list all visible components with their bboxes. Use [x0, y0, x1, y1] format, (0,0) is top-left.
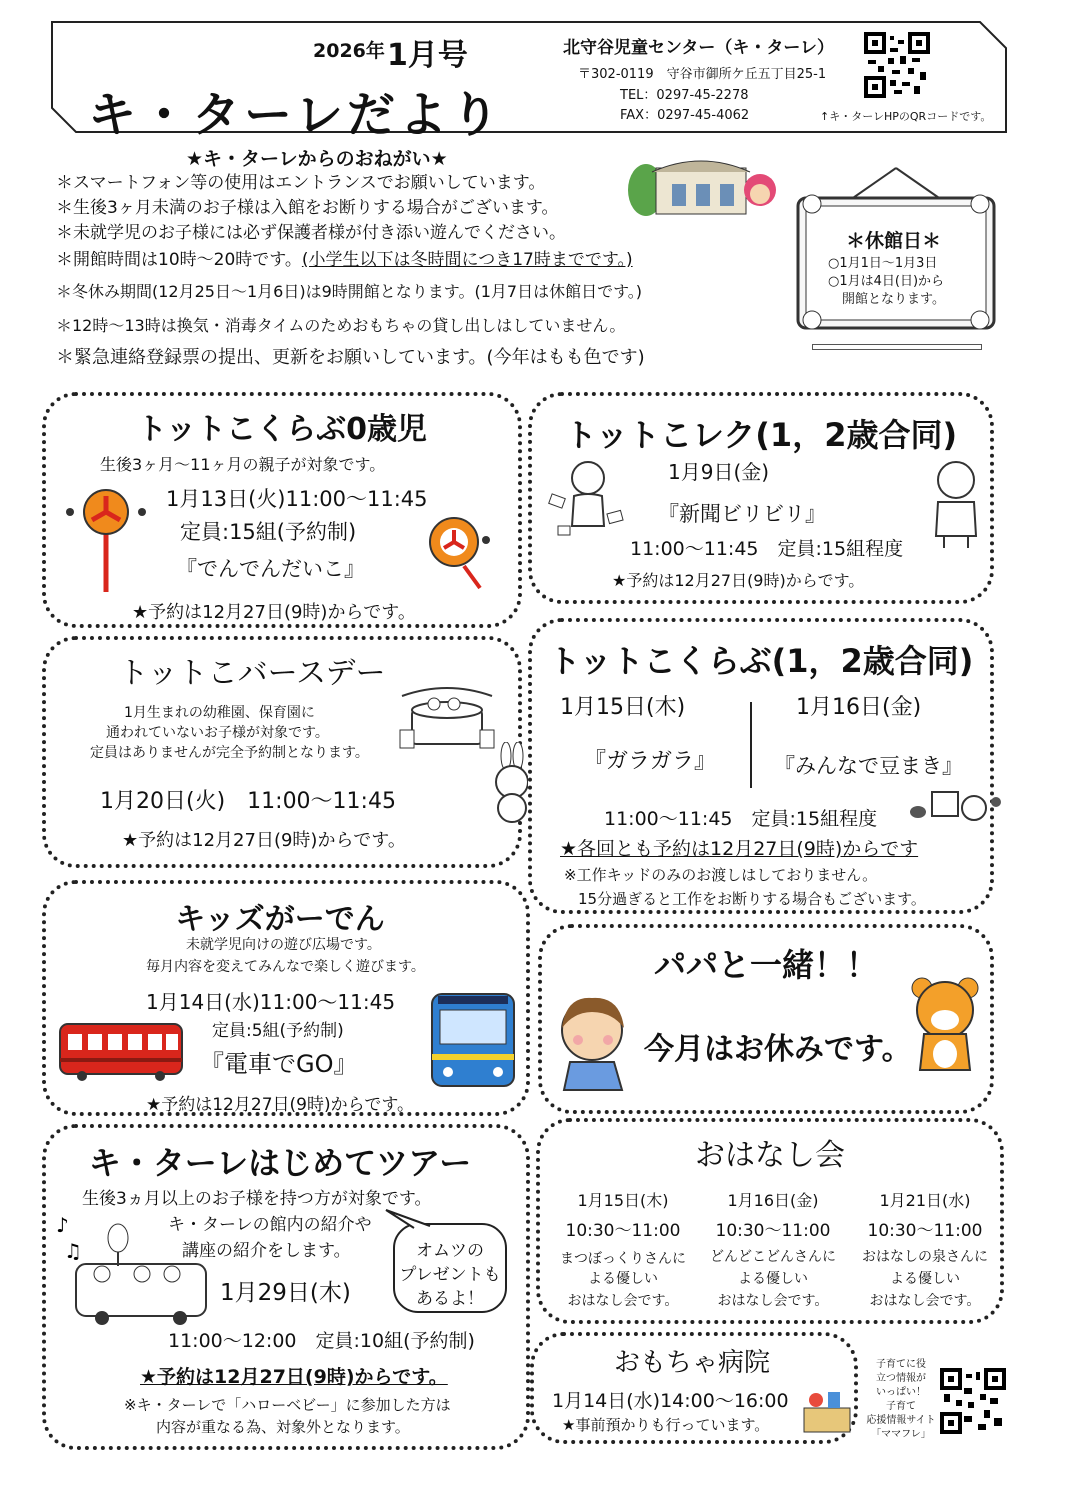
toy-box-icon: [800, 1386, 854, 1436]
center-address: 〒302-0119 守谷市御所ケ丘五丁目25-1: [578, 67, 827, 82]
request-underlined: (小学生以下は冬時間につき17時までです。): [301, 250, 633, 270]
tour-line: キ・ターレの館内の紹介や: [168, 1215, 372, 1235]
club12-note: 15分過ぎると工作をお断りする場合もございます。: [578, 890, 926, 908]
story-desc: まつぼっくりさんに: [560, 1251, 686, 1267]
tour-title: キ・ターレはじめてツアー: [88, 1144, 472, 1182]
club12-note: ※工作キッドのみのお渡しはしておりません。: [564, 866, 878, 884]
kids-theme: 『電車でGO』: [200, 1050, 358, 1078]
club12-time-cap: 11:00〜11:45 定員:15組程度: [604, 808, 878, 830]
request-item: ＊緊急連絡登録票の提出、更新をお願いしています。(今年はもも色です): [56, 347, 645, 368]
center-tel: TEL：0297-45-2278: [620, 88, 749, 103]
club12-title: トットこくらぶ(1，2歳合同): [548, 642, 974, 680]
story-time: 10:30〜11:00: [715, 1221, 831, 1241]
rec-time-cap: 11:00〜11:45 定員:15組程度: [630, 538, 904, 560]
child-newspaper-icon: [544, 456, 634, 542]
tour-line: 講座の紹介をします。: [182, 1241, 351, 1261]
story-date: 1月21日(水): [879, 1191, 971, 1210]
tour-date: 1月29日(木): [220, 1280, 351, 1306]
story-title: おはなし会: [695, 1138, 845, 1173]
closed-line: ○1月は4日(日)から: [828, 274, 945, 289]
toy-datetime: 1月14日(水)14:00〜16:00: [552, 1390, 789, 1412]
qr-code-icon[interactable]: [940, 1368, 1006, 1434]
papa-message: 今月はお休みです。: [644, 1032, 912, 1067]
red-train-icon: [58, 1020, 184, 1082]
kids-line: 未就学児向けの遊び広場です。: [186, 937, 381, 953]
tour-note: 内容が重なる為、対象外となります。: [156, 1418, 410, 1436]
rec-date: 1月9日(金): [668, 460, 770, 484]
closed-title: ＊休館日＊: [846, 230, 942, 252]
club12-theme: 『ガラガラ』: [584, 749, 717, 774]
bubble-line: オムツの: [416, 1241, 484, 1261]
request-item: ＊生後3ヶ月未満のお子様は入館をお断りする場合がございます。: [56, 198, 559, 218]
toy-note: ★事前預かりも行っています。: [562, 1416, 770, 1434]
bubble-line: あるよ！: [416, 1289, 484, 1309]
request-item: ＊スマートフォン等の使用はエントランスでお願いしています。: [56, 173, 546, 193]
boy-icon: [552, 994, 634, 1094]
svg-text:♪: ♪: [56, 1213, 69, 1237]
center-fax: FAX：0297-45-4062: [620, 108, 750, 123]
request-item: ＊12時〜13時は換気・消毒タイムのためおもちゃの貸し出しはしていません。: [56, 316, 626, 335]
den-den-daiko-icon: [66, 488, 146, 598]
club0-reserve: ★予約は12月27日(9時)からです。: [132, 602, 416, 623]
request-item: ＊未就学児のお子様には必ず保護者様が付き添い遊んでください。: [56, 223, 566, 243]
kids-reserve: ★予約は12月27日(9時)からです。: [146, 1095, 415, 1115]
club12-reserve: ★各回とも予約は12月27日(9時)からです: [560, 838, 919, 860]
birthday-datetime: 1月20日(火) 11:00〜11:45: [100, 789, 396, 814]
story-desc: よる優しい: [738, 1271, 808, 1287]
story-desc: おはなし会です。: [717, 1293, 829, 1309]
divider: [812, 344, 982, 350]
closed-line: ○1月1日〜1月3日: [828, 256, 938, 271]
club0-capacity: 定員:15組(予約制): [180, 520, 357, 544]
club0-target: 生後3ヶ月〜11ヶ月の親子が対象です。: [100, 455, 386, 474]
mamafure-text: 子育てに役 立つ情報が いっぱい！ 子育て 応援情報サイト 「ママフレ」: [866, 1359, 936, 1440]
tour-target: 生後3ヵ月以上のお子様を持つ方が対象です。: [82, 1189, 432, 1209]
club0-title: トットこくらぶ0歳児: [137, 412, 427, 447]
club0-datetime: 1月13日(火)11:00〜11:45: [166, 487, 428, 511]
rec-reserve: ★予約は12月27日(9時)からです。: [612, 571, 865, 590]
story-desc: どんどこどんさんに: [710, 1249, 836, 1265]
svg-text:♫: ♫: [64, 1239, 82, 1263]
qr-note: ↑キ・ターレHPのQRコードです。: [820, 110, 992, 123]
tiger-icon: [908, 974, 982, 1074]
setsubun-icon: [908, 782, 1004, 828]
story-desc: よる優しい: [588, 1271, 658, 1287]
rec-theme: 『新聞ビリビリ』: [658, 502, 826, 526]
kids-line: 毎月内容を変えてみんなで楽しく遊びます。: [146, 959, 425, 975]
story-date: 1月16日(金): [727, 1191, 819, 1210]
closed-line: 開館となります。: [842, 292, 945, 307]
bus-icon: [54, 1208, 214, 1326]
center-name: 北守谷児童センター（キ・ターレ）: [563, 38, 834, 58]
child-icon: [924, 458, 988, 550]
story-desc: よる優しい: [890, 1271, 960, 1287]
blue-train-icon: [428, 992, 518, 1090]
kids-datetime: 1月14日(水)11:00〜11:45: [146, 990, 396, 1014]
rec-title: トットこレク(1，2歳合同): [564, 416, 958, 454]
birthday-reserve: ★予約は12月27日(9時)からです。: [122, 830, 406, 851]
building-illustration: [626, 150, 776, 220]
tour-note: ※キ・ターレで「ハローベビー」に参加した方は: [124, 1396, 451, 1414]
header-year: 2026年: [313, 40, 385, 62]
divider: [750, 702, 752, 788]
birthday-line: 通われていないお子様が対象です。: [106, 725, 329, 741]
story-date: 1月15日(木): [577, 1191, 669, 1210]
club0-theme: 『でんでんだいこ』: [176, 557, 365, 581]
story-time: 10:30〜11:00: [565, 1221, 681, 1241]
club12-date: 1月15日(木): [560, 695, 686, 720]
birthday-line: 1月生まれの幼稚園、保育園に: [124, 705, 315, 721]
kids-capacity: 定員:5組(予約制): [212, 1021, 344, 1041]
page-title: キ・ターレだより: [88, 87, 504, 143]
header-issue: 1月号: [387, 38, 468, 73]
toy-title: おもちゃ病院: [613, 1348, 770, 1378]
club12-theme: 『みんなで豆まき』: [774, 754, 963, 778]
requests-heading: ★キ・ターレからのおねがい★: [186, 148, 448, 170]
papa-title: パパと一緒！！: [653, 946, 878, 984]
request-item: ＊開館時間は10時〜20時です。(小学生以下は冬時間につき17時までです。): [56, 250, 633, 270]
story-desc: おはなしの泉さんに: [862, 1249, 988, 1265]
bubble-line: プレゼントも: [399, 1265, 501, 1285]
tour-reserve: ★予約は12月27日(9時)からです。: [140, 1366, 448, 1388]
story-time: 10:30〜11:00: [867, 1221, 983, 1241]
request-item: ＊冬休み期間(12月25日〜1月6日)は9時開館となります。(1月7日は休館日です。): [56, 282, 643, 301]
qr-code-icon[interactable]: [864, 32, 930, 98]
birthday-title: トットこバースデー: [118, 656, 386, 691]
club12-date: 1月16日(金): [796, 695, 922, 720]
tour-time-cap: 11:00〜12:00 定員:10組(予約制): [168, 1330, 475, 1352]
story-desc: おはなし会です。: [567, 1293, 679, 1309]
story-desc: おはなし会です。: [869, 1293, 981, 1309]
birthday-line: 定員はありませんが完全予約制となります。: [90, 745, 369, 761]
den-den-daiko-icon: [424, 512, 494, 592]
kids-title: キッズがーでん: [175, 902, 385, 937]
